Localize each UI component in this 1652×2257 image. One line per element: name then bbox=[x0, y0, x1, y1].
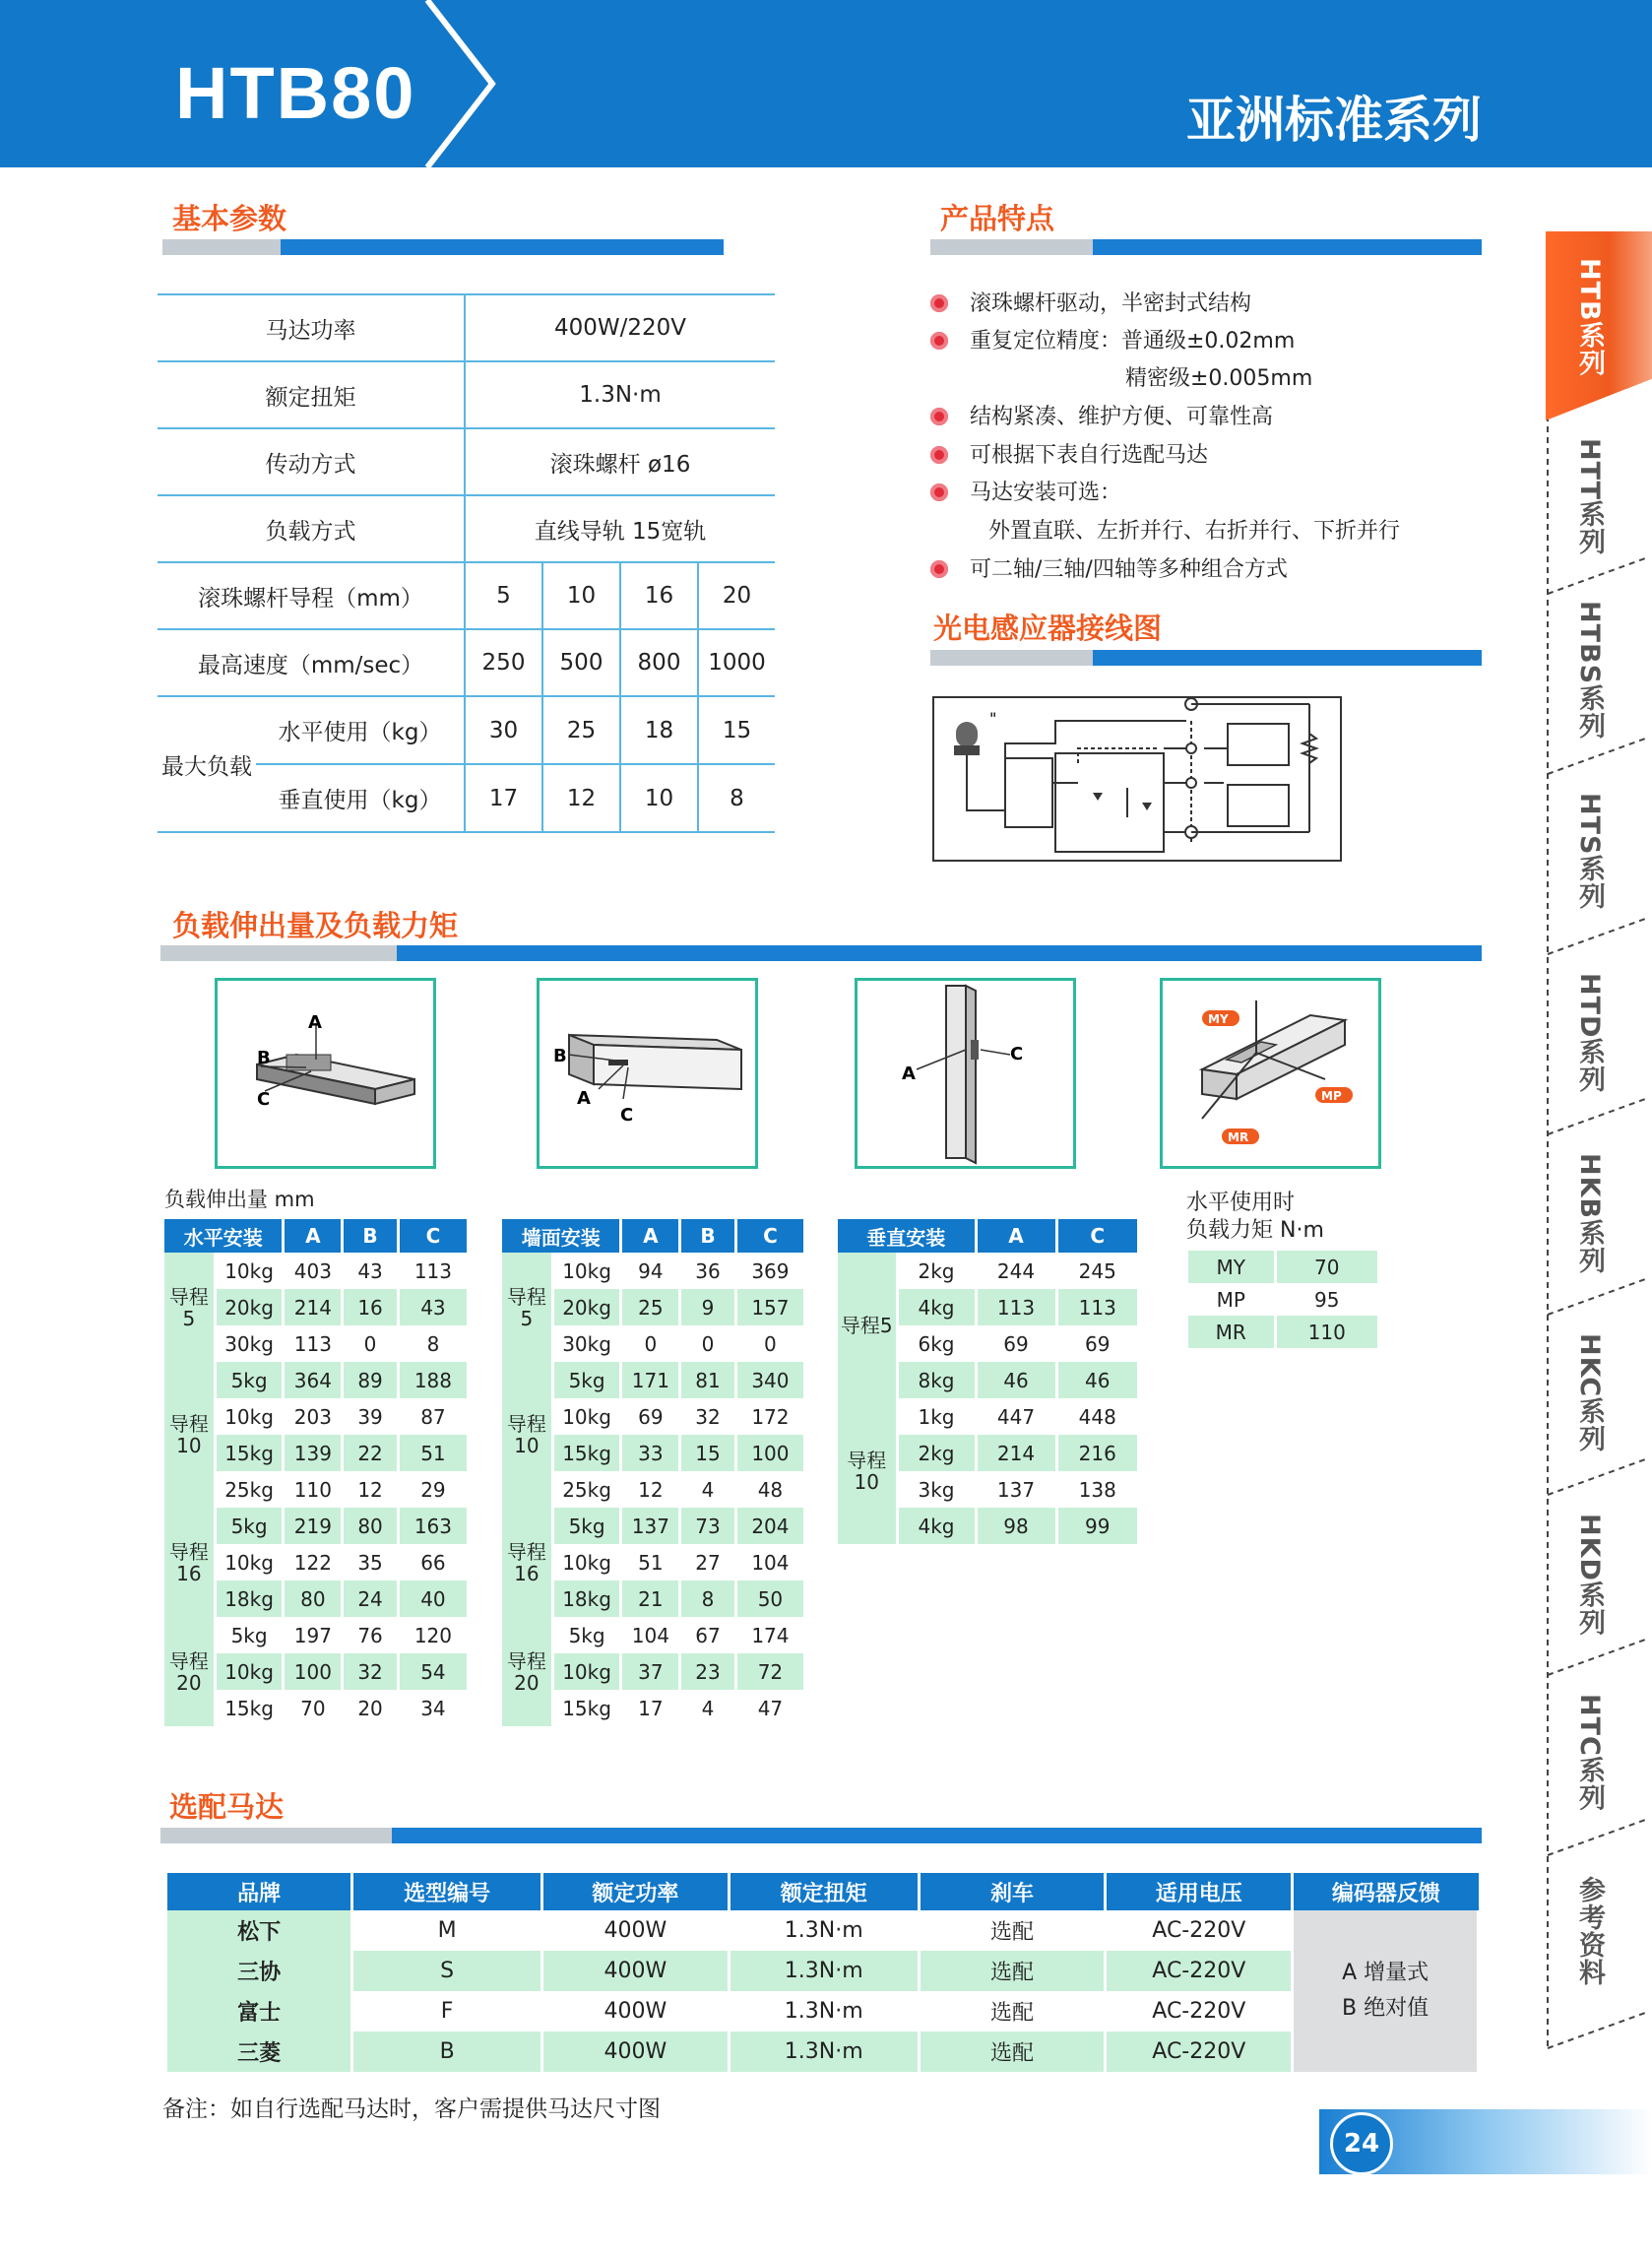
feature-item-cont: 外置直联、左折并行、右折并行、下折并行 bbox=[988, 519, 1401, 544]
param-value: 20 bbox=[698, 562, 775, 629]
vertical-label: 垂直使用（kg） bbox=[278, 788, 442, 813]
param-value: 滚珠螺杆 ø16 bbox=[465, 428, 775, 495]
param-value: 12 bbox=[542, 764, 620, 832]
lead-label: 导程10 bbox=[502, 1362, 552, 1508]
param-label: 滚珠螺杆导程（mm） bbox=[158, 562, 465, 629]
table-row: 10kg 100 32 54 bbox=[164, 1653, 467, 1690]
encoder-cell: A 增量式 B 绝对值 bbox=[1293, 1910, 1479, 2072]
wall-overhang-table bbox=[502, 1219, 803, 1726]
table-row: 导程16 5kg 219 80 163 bbox=[164, 1508, 467, 1544]
side-tab-hts[interactable]: HTS系列 bbox=[1574, 793, 1605, 911]
dim-label: C bbox=[257, 1089, 271, 1110]
model-name: HTB80 bbox=[175, 52, 416, 134]
feature-item: 结构紧凑、维护方便、可靠性高 bbox=[930, 399, 1273, 436]
lead-label: 导程10 bbox=[838, 1398, 897, 1544]
table-row: 30kg 113 0 8 bbox=[164, 1325, 467, 1362]
table-row: 3kg 137 138 bbox=[838, 1471, 1137, 1508]
table-header: 垂直安装 bbox=[838, 1219, 976, 1253]
bullet-icon bbox=[930, 294, 948, 312]
side-tab-htd[interactable]: HTD系列 bbox=[1574, 973, 1605, 1094]
param-row bbox=[158, 294, 775, 361]
side-tab-htt[interactable]: HTT系列 bbox=[1574, 438, 1605, 556]
param-row bbox=[158, 495, 775, 562]
table-header: B bbox=[343, 1219, 399, 1253]
param-value: 10 bbox=[542, 562, 620, 629]
lead-label: 导程5 bbox=[838, 1253, 897, 1398]
side-tab-htbs[interactable]: HTBS系列 bbox=[1574, 601, 1605, 741]
section-divider bbox=[160, 945, 1482, 961]
table-header: C bbox=[398, 1219, 467, 1253]
lead-label: 导程16 bbox=[164, 1508, 215, 1617]
moment-label: MY bbox=[1208, 1012, 1229, 1026]
vertical-overhang-table bbox=[838, 1219, 1137, 1544]
table-row: 10kg 122 35 66 bbox=[164, 1544, 467, 1580]
param-value: 1.3N·m bbox=[465, 361, 775, 428]
motor-title: 选配马达 bbox=[169, 1790, 285, 1824]
param-value: 直线导轨 15宽轨 bbox=[465, 495, 775, 562]
side-tab-hkc[interactable]: HKC系列 bbox=[1574, 1333, 1605, 1453]
load-section-title: 负载伸出量及负载力矩 bbox=[172, 909, 459, 942]
sensor-wiring-diagram bbox=[930, 694, 1344, 864]
param-value: 10 bbox=[620, 764, 698, 832]
features-title: 产品特点 bbox=[940, 202, 1055, 235]
table-header: 额定功率 bbox=[542, 1873, 730, 1910]
param-value: 18 bbox=[620, 696, 698, 764]
table-header: C bbox=[735, 1219, 803, 1253]
dim-label: C bbox=[620, 1105, 634, 1126]
param-value: 250 bbox=[465, 629, 542, 696]
basic-params-title: 基本参数 bbox=[172, 202, 287, 235]
table-row: 松下 M 400W 1.3N·m 选配 AC-220V A 增量式 B 绝对值 bbox=[167, 1910, 1479, 1951]
table-header: A bbox=[976, 1219, 1056, 1253]
lead-label: 导程20 bbox=[502, 1617, 552, 1726]
param-value: 17 bbox=[465, 764, 542, 832]
table-row: 三协 S 400W 1.3N·m 选配 AC-220V bbox=[167, 1951, 1479, 1991]
param-value: 25 bbox=[542, 696, 620, 764]
dim-label: A bbox=[577, 1088, 591, 1109]
table-header: 选型编号 bbox=[352, 1873, 542, 1910]
bullet-icon bbox=[930, 484, 948, 501]
horizontal-label: 水平使用（kg） bbox=[256, 697, 464, 765]
table-header: 额定扭矩 bbox=[729, 1873, 919, 1910]
param-label: 传动方式 bbox=[158, 428, 465, 495]
table-row: 三菱 B 400W 1.3N·m 选配 AC-220V bbox=[167, 2031, 1479, 2072]
lead-row bbox=[158, 562, 775, 629]
dim-label: B bbox=[553, 1046, 567, 1066]
bullet-icon bbox=[930, 332, 948, 350]
dim-label: C bbox=[1010, 1044, 1024, 1064]
table-row: 25kg 12 4 48 bbox=[502, 1471, 803, 1508]
horizontal-mount-diagram bbox=[215, 978, 436, 1169]
bullet-icon bbox=[930, 408, 948, 425]
table-row: 导程10 5kg 171 81 340 bbox=[502, 1362, 803, 1398]
table-row: 10kg 37 23 72 bbox=[502, 1653, 803, 1690]
param-value: 30 bbox=[465, 696, 542, 764]
table-row: 导程5 10kg 94 36 369 bbox=[502, 1253, 803, 1289]
section-divider bbox=[160, 1828, 1482, 1843]
table-row: 15kg 139 22 51 bbox=[164, 1435, 467, 1471]
table-row: 富士 F 400W 1.3N·m 选配 AC-220V bbox=[167, 1991, 1479, 2031]
table-row: 10kg 51 27 104 bbox=[502, 1544, 803, 1580]
series-title: 亚洲标准系列 bbox=[1186, 92, 1482, 149]
motor-table bbox=[167, 1873, 1480, 2072]
table-row: MR 110 bbox=[1188, 1316, 1377, 1348]
overhang-caption: 负载伸出量 mm bbox=[164, 1188, 315, 1211]
param-label: 最高速度（mm/sec） bbox=[158, 629, 465, 696]
table-row: 10kg 69 32 172 bbox=[502, 1398, 803, 1435]
moment-caption: 水平使用时 负载力矩 N·m bbox=[1186, 1191, 1324, 1243]
table-row: 15kg 70 20 34 bbox=[164, 1690, 467, 1726]
horizontal-overhang-table bbox=[164, 1219, 467, 1726]
param-value: 15 bbox=[698, 696, 775, 764]
table-row: 18kg 21 8 50 bbox=[502, 1580, 803, 1617]
table-row: 18kg 80 24 40 bbox=[164, 1580, 467, 1617]
lead-label: 导程16 bbox=[502, 1508, 552, 1617]
table-header: 墙面安装 bbox=[502, 1219, 621, 1253]
motor-note: 备注：如自行选配马达时，客户需提供马达尺寸图 bbox=[162, 2096, 661, 2122]
param-row bbox=[158, 361, 775, 428]
page-number: 24 bbox=[1330, 2112, 1393, 2175]
section-divider bbox=[162, 239, 724, 255]
lead-label: 导程5 bbox=[502, 1253, 552, 1362]
param-value: 8 bbox=[730, 785, 744, 811]
table-header: A bbox=[621, 1219, 680, 1253]
table-row: 导程10 5kg 364 89 188 bbox=[164, 1362, 467, 1398]
feature-item-cont: 精密级±0.005mm bbox=[1125, 366, 1313, 391]
table-row: 导程10 1kg 447 448 bbox=[838, 1398, 1137, 1435]
param-label: 负载方式 bbox=[158, 495, 465, 562]
svg-text:": " bbox=[989, 709, 997, 728]
bullet-icon bbox=[930, 560, 948, 578]
lead-label: 导程10 bbox=[164, 1362, 215, 1508]
table-row: 15kg 17 4 47 bbox=[502, 1690, 803, 1726]
table-header: 刹车 bbox=[919, 1873, 1106, 1910]
param-row bbox=[158, 428, 775, 495]
dim-label: A bbox=[902, 1064, 916, 1084]
table-row: 4kg 98 99 bbox=[838, 1508, 1137, 1544]
load-row bbox=[158, 696, 775, 764]
table-row: 30kg 0 0 0 bbox=[502, 1325, 803, 1362]
moment-label: MR bbox=[1228, 1130, 1249, 1144]
table-header: 编码器反馈 bbox=[1293, 1873, 1479, 1910]
max-load-cell bbox=[158, 696, 465, 832]
param-value: 800 bbox=[620, 629, 698, 696]
table-row: 导程20 5kg 104 67 174 bbox=[502, 1617, 803, 1653]
table-row: 导程5 2kg 244 245 bbox=[838, 1253, 1137, 1289]
chevron-decoration bbox=[413, 0, 512, 167]
table-header: 品牌 bbox=[167, 1873, 352, 1910]
table-row: 导程5 10kg 403 43 113 bbox=[164, 1253, 467, 1289]
param-label: 额定扭矩 bbox=[158, 361, 465, 428]
side-tab-reference[interactable]: 参考资料 bbox=[1574, 1876, 1605, 1986]
table-header: C bbox=[1056, 1219, 1137, 1253]
table-row: 6kg 69 69 bbox=[838, 1325, 1137, 1362]
param-value: 16 bbox=[620, 562, 698, 629]
table-row: 20kg 25 9 157 bbox=[502, 1289, 803, 1325]
table-header: B bbox=[680, 1219, 736, 1253]
feature-item: 滚珠螺杆驱动，半密封式结构 bbox=[930, 286, 1251, 323]
feature-item: 可二轴/三轴/四轴等多种组合方式 bbox=[930, 551, 1288, 589]
side-tab-hkb[interactable]: HKB系列 bbox=[1574, 1153, 1605, 1275]
bullet-icon bbox=[930, 446, 948, 464]
table-header: 适用电压 bbox=[1106, 1873, 1293, 1910]
feature-item: 可根据下表自行选配马达 bbox=[930, 437, 1208, 475]
basic-params-table bbox=[158, 293, 775, 833]
table-row: 导程16 5kg 137 73 204 bbox=[502, 1508, 803, 1544]
param-value: 400W/220V bbox=[465, 294, 775, 361]
feature-item: 重复定位精度：普通级±0.02mm bbox=[930, 323, 1295, 360]
table-row: 4kg 113 113 bbox=[838, 1289, 1137, 1325]
table-row: MP 95 bbox=[1188, 1283, 1377, 1316]
lead-label: 导程5 bbox=[164, 1253, 215, 1362]
feature-item: 马达安装可选： bbox=[930, 475, 1121, 512]
param-label: 马达功率 bbox=[158, 294, 465, 361]
section-divider bbox=[930, 239, 1482, 255]
sensor-title: 光电感应器接线图 bbox=[933, 612, 1163, 645]
vertical-mount-diagram bbox=[855, 978, 1076, 1169]
table-row: 2kg 214 216 bbox=[838, 1435, 1137, 1471]
section-divider bbox=[930, 650, 1482, 666]
lead-label: 导程20 bbox=[164, 1617, 215, 1726]
side-tab-hkd[interactable]: HKD系列 bbox=[1574, 1514, 1605, 1637]
dim-label: B bbox=[257, 1048, 271, 1068]
dim-label: A bbox=[308, 1012, 322, 1033]
param-value: 5 bbox=[465, 562, 542, 629]
max-load-label: 最大负载 bbox=[161, 753, 252, 780]
table-row: 8kg 46 46 bbox=[838, 1362, 1137, 1398]
table-row: 20kg 214 16 43 bbox=[164, 1289, 467, 1325]
side-tab-htb[interactable]: HTB系列 bbox=[1574, 258, 1605, 377]
side-tab-htc[interactable]: HTC系列 bbox=[1574, 1694, 1605, 1812]
param-value: 500 bbox=[542, 629, 620, 696]
table-header: 水平安装 bbox=[164, 1219, 284, 1253]
table-header: A bbox=[284, 1219, 343, 1253]
speed-row bbox=[158, 629, 775, 696]
wall-mount-diagram bbox=[537, 978, 758, 1169]
table-row: 15kg 33 15 100 bbox=[502, 1435, 803, 1471]
table-row: 25kg 110 12 29 bbox=[164, 1471, 467, 1508]
table-row: MY 70 bbox=[1188, 1251, 1377, 1283]
table-row: 10kg 203 39 87 bbox=[164, 1398, 467, 1435]
moment-table bbox=[1188, 1251, 1377, 1348]
table-row: 导程20 5kg 197 76 120 bbox=[164, 1617, 467, 1653]
moment-diagram bbox=[1160, 978, 1381, 1169]
moment-label: MP bbox=[1321, 1089, 1342, 1103]
param-value: 1000 bbox=[698, 629, 775, 696]
